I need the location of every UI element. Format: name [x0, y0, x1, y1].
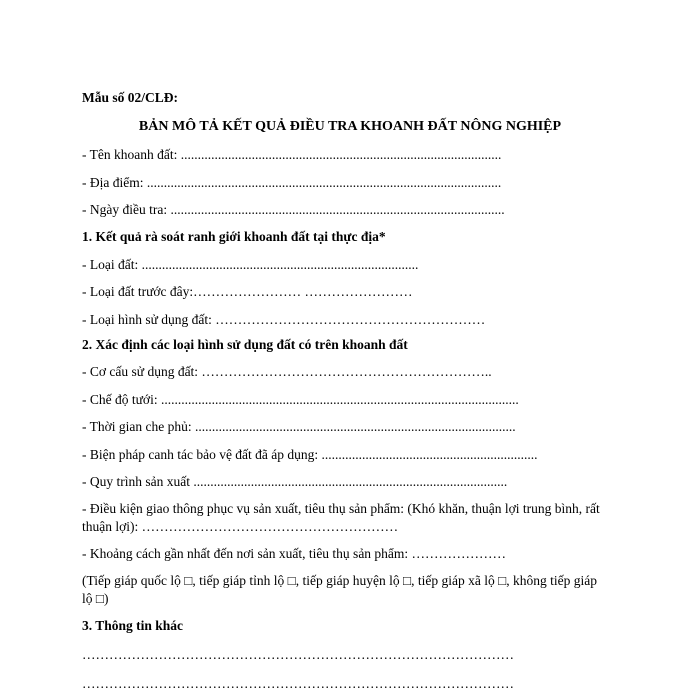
section-3-heading: 3. Thông tin khác [82, 618, 184, 633]
field-transport-conditions: - Điều kiện giao thông phục vụ sản xuất, tiêu thụ sản phẩm: (Khó khăn, thuận lợi trung bình, rất thuận lợi): ………………………………………………… [82, 501, 600, 534]
field-land-type: - Loại đất: .................................................................................. [82, 257, 419, 272]
field-survey-date: - Ngày điều tra: ................................................................................................... [82, 202, 505, 217]
field-cover-time: - Thời gian che phủ: ............................................................................................... [82, 419, 516, 434]
field-nearest-distance: - Khoảng cách gần nhất đến nơi sản xuất, tiêu thụ sản phẩm: ………………… [82, 546, 507, 561]
document-title: BẢN MÔ TẢ KẾT QUẢ ĐIỀU TRA KHOANH ĐẤT NÔNG NGHIỆP [138, 119, 562, 134]
form-code: Mẫu số 02/CLĐ: [82, 90, 179, 105]
section-2-heading: 2. Xác định các loại hình sử dụng đất có trên khoanh đất [82, 337, 408, 352]
field-previous-land-type: - Loại đất trước đây:…………………… …………………… [82, 284, 413, 299]
field-production-process: - Quy trình sản xuất ............................................................................................. [82, 474, 508, 489]
field-protection-measures: - Biện pháp canh tác bảo vệ đất đã áp dụng: ................................................................ [82, 447, 538, 462]
road-adjacency-options: (Tiếp giáp quốc lộ □, tiếp giáp tỉnh lộ □, tiếp giáp huyện lộ □, tiếp giáp xã lộ □, không tiếp giáp lộ □) [82, 573, 598, 606]
field-land-name: - Tên khoanh đất: ............................................................................................... [82, 147, 502, 162]
field-irrigation: - Chế độ tưới: .......................................................................................................... [82, 392, 519, 407]
blank-line-2: …………………………………………………………………………………… [82, 676, 514, 691]
field-location: - Địa điểm: ......................................................................................................... [82, 175, 502, 190]
section-1-heading: 1. Kết quả rà soát ranh giới khoanh đất tại thực địa* [82, 229, 386, 244]
blank-line-1: …………………………………………………………………………………… [82, 647, 514, 662]
field-usage-type: - Loại hình sử dụng đất: …………………………………………………… [82, 312, 486, 327]
field-usage-structure: - Cơ cấu sử dụng đất: ……………………………………………………….. [82, 364, 492, 379]
